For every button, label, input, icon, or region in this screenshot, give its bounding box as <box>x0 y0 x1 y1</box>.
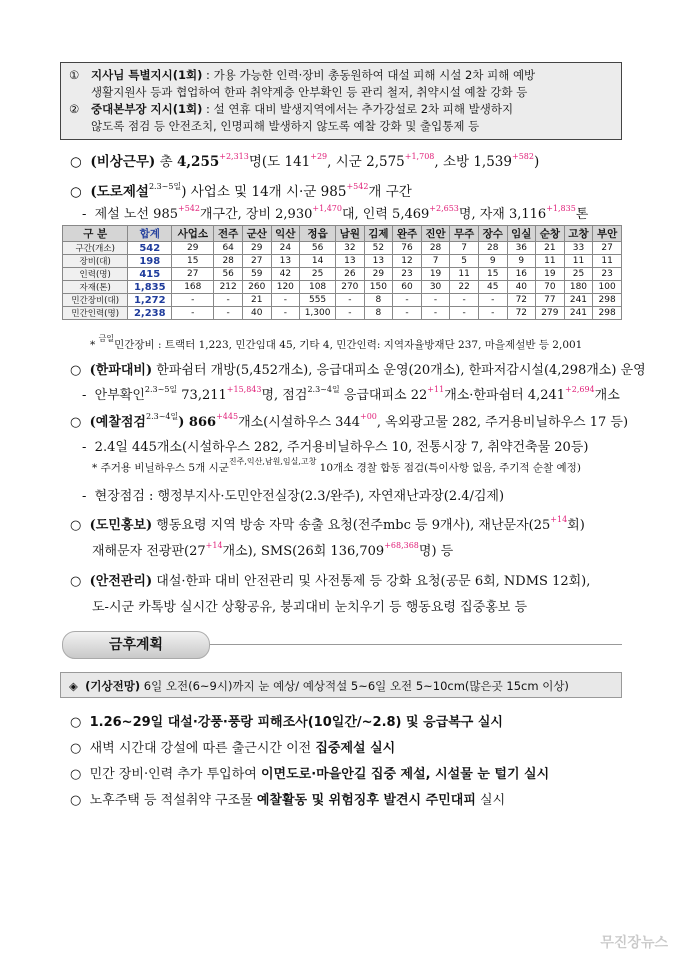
table-cell: 56 <box>300 242 336 255</box>
plan-item: ○ 새벽 시간대 강설에 따른 출근시간 이전 집중제설 실시 <box>70 741 396 756</box>
table-cell: 1,272 <box>128 294 172 307</box>
table-header-cell: 진안 <box>421 226 450 242</box>
circle-number: ② <box>69 102 80 116</box>
table-cell: 76 <box>393 242 422 255</box>
patrol-note: * 주거용 비닐하우스 5개 시군$^{진주,익산,남원,임실,고창}$ 10개소 경찰 합동 점검(특이사항 없음, 주기적 순찰 예정) <box>92 457 581 474</box>
table-cell: - <box>421 294 450 307</box>
table-cell: 241 <box>564 294 593 307</box>
table-cell: 60 <box>393 281 422 294</box>
table-cell: 70 <box>536 281 565 294</box>
table-cell: - <box>478 294 507 307</box>
table-cell: 7 <box>450 242 479 255</box>
public-notice-line: ○ (도민홍보) 행동요령 지역 방송 자막 송출 요청(전주mbc 등 9개사), 재난문자($25^{+14}$회) <box>70 515 585 533</box>
table-cell: 298 <box>593 294 622 307</box>
table-cell: 9 <box>478 255 507 268</box>
table-cell: 2,238 <box>128 307 172 320</box>
instruction-title: 중대본부장 지시(1회) <box>91 102 203 116</box>
table-cell: 16 <box>507 268 536 281</box>
table-cell: 23 <box>393 268 422 281</box>
snow-removal-detail: - 제설 노선 $985^{+542}$개구간, 장비 $2,930^{+1,470}$대, 인력 $5,469^{+2,653}$명, 자재 $3,116^{+1,835}$톤 <box>82 204 589 222</box>
table-cell: 15 <box>172 255 214 268</box>
table-cell: 72 <box>507 294 536 307</box>
table-header-cell: 군산 <box>242 226 271 242</box>
table-cell: - <box>450 294 479 307</box>
table-cell: 11 <box>536 255 565 268</box>
table-header-cell: 사업소 <box>172 226 214 242</box>
table-cell: 29 <box>242 242 271 255</box>
table-cell: 28 <box>421 242 450 255</box>
table-cell: 298 <box>593 307 622 320</box>
table-cell: 25 <box>300 268 336 281</box>
table-cell: 77 <box>536 294 565 307</box>
table-header-cell: 부안 <box>593 226 622 242</box>
table-cell: - <box>421 307 450 320</box>
table-cell: - <box>393 294 422 307</box>
table-cell: 21 <box>242 294 271 307</box>
table-row <box>63 281 622 294</box>
table-cell: 59 <box>242 268 271 281</box>
table-cell: - <box>214 294 243 307</box>
instruction-title: 지사님 특별지시(1회) <box>91 68 203 82</box>
emergency-duty-line: ○ (비상근무) 총 $4,255^{+2,313}$명(도 $141^{+29}$, 시군 $2,575^{+1,708}$, 소방 $1,539^{+582}$) <box>70 152 540 170</box>
table-cell: 270 <box>336 281 365 294</box>
table-cell: - <box>393 307 422 320</box>
section-title: 금후계획 <box>62 631 210 659</box>
table-cell: - <box>271 307 300 320</box>
table-cell: 민간인력(명) <box>63 307 128 320</box>
safety-detail: 도-시군 카톡방 실시간 상황공유, 붕괴대비 눈치우기 등 행동요령 집중홍보 등 <box>92 600 528 615</box>
safety-line: ○ (안전관리) 대설·한파 대비 안전관리 및 사전통제 등 강화 요청(공문 6회, NDMS 12회), <box>70 574 591 589</box>
table-cell: 279 <box>536 307 565 320</box>
table-cell: 415 <box>128 268 172 281</box>
table-header-cell: 김제 <box>364 226 393 242</box>
table-cell: 120 <box>271 281 300 294</box>
table-cell: 7 <box>421 255 450 268</box>
table-cell: 29 <box>172 242 214 255</box>
table-cell: 27 <box>593 242 622 255</box>
table-header-cell: 장수 <box>478 226 507 242</box>
table-cell: 5 <box>450 255 479 268</box>
table-header-cell: 완주 <box>393 226 422 242</box>
table-cell: - <box>336 294 365 307</box>
plan-item: ○ 민간 장비·인력 추가 투입하여 이면도로·마을안길 집중 제설, 시설물 눈 털기 실시 <box>70 767 550 782</box>
table-cell: 11 <box>450 268 479 281</box>
table-cell: 28 <box>478 242 507 255</box>
table-header-row <box>63 226 622 242</box>
circle-number: ① <box>69 68 80 82</box>
table-cell: 13 <box>271 255 300 268</box>
table-row <box>63 268 622 281</box>
table-header-cell: 전주 <box>214 226 243 242</box>
table-row <box>63 242 622 255</box>
table-cell: 27 <box>172 268 214 281</box>
table-cell: 40 <box>242 307 271 320</box>
table-cell: 180 <box>564 281 593 294</box>
table-cell: 22 <box>450 281 479 294</box>
table-cell: 32 <box>336 242 365 255</box>
table-cell: 555 <box>300 294 336 307</box>
snow-removal-line: ○ (도로제설$^{2.3\sim 5일}$) 사업소 및 14개 시·군 $985^{+542}$개 구간 <box>70 182 412 200</box>
table-cell: - <box>172 307 214 320</box>
table-cell: 19 <box>421 268 450 281</box>
table-cell: 56 <box>214 268 243 281</box>
cold-wave-line: ○ (한파대비) 한파쉼터 개방(5,452개소), 응급대피소 운영(20개소), 한파저감시설(4,298개소) 운영 <box>70 363 646 378</box>
table-row <box>63 255 622 268</box>
table-cell: 26 <box>336 268 365 281</box>
table-row <box>63 307 622 320</box>
table-cell: 1,300 <box>300 307 336 320</box>
table-cell: 민간장비(대) <box>63 294 128 307</box>
table-cell: 8 <box>364 294 393 307</box>
table-cell: 25 <box>564 268 593 281</box>
table-cell: 64 <box>214 242 243 255</box>
table-cell: - <box>450 307 479 320</box>
table-cell: 198 <box>128 255 172 268</box>
table-cell: - <box>214 307 243 320</box>
table-cell: 29 <box>364 268 393 281</box>
instruction-row: ① 지사님 특별지시(1회) : 가용 가능한 인력·장비 총동원하여 대설 피해 시설 2차 피해 예방 <box>69 68 536 82</box>
table-header-cell: 순창 <box>536 226 565 242</box>
watermark: 무진장뉴스 <box>600 935 668 951</box>
table-cell: 108 <box>300 281 336 294</box>
table-header-cell: 합계 <box>128 226 172 242</box>
patrol-detail: - 2.4일 445개소(시설하우스 282, 주거용비닐하우스 10, 전통시장 7, 취약건축물 20등) <box>82 440 589 455</box>
table-header-cell: 무주 <box>450 226 479 242</box>
table-cell: 30 <box>421 281 450 294</box>
table-cell: 11 <box>564 255 593 268</box>
table-cell: 45 <box>478 281 507 294</box>
table-cell: 150 <box>364 281 393 294</box>
table-cell: - <box>478 307 507 320</box>
cold-wave-detail: - 안부확인$^{2.3\sim 5일}$ $73,211^{+15,843}$명, 점검$^{2.3\sim 4일}$ 응급대피소 $22^{+11}$개소·한파쉼터 $4,241^{+2,694}$개소 <box>82 385 620 403</box>
table-cell: 11 <box>593 255 622 268</box>
site-inspection: - 현장점검 : 행정부지사·도민안전실장(2.3/완주), 자연재난과장(2.4/김제) <box>82 489 505 504</box>
table-cell: 100 <box>593 281 622 294</box>
table-cell: 542 <box>128 242 172 255</box>
diamond-icon: ◈ <box>69 679 78 693</box>
table-cell: 장비(대) <box>63 255 128 268</box>
table-cell: 241 <box>564 307 593 320</box>
table-cell: 9 <box>507 255 536 268</box>
table-cell: 15 <box>478 268 507 281</box>
table-cell: 인력(명) <box>63 268 128 281</box>
table-header-cell: 익산 <box>271 226 300 242</box>
table-cell: 13 <box>364 255 393 268</box>
table-cell: 36 <box>507 242 536 255</box>
table-cell: 28 <box>214 255 243 268</box>
table-cell: 14 <box>300 255 336 268</box>
instruction-box: ① 지사님 특별지시(1회) : 가용 가능한 인력·장비 총동원하여 대설 피해 시설 2차 피해 예방 생활지원사 등과 협업하여 한파 취약계층 안부확인 등 관리 철저, 취약시설 예찰 강화 등 ② 중대본부장 지시(1회) : 설 연휴 대비 발생지역에서는 추가강설로 2차 피해 발생하지 않도록 점검 등 안전조치, 인명피해 발생하지 않도록 예찰 강화 및 출입통제 등 <box>60 62 622 140</box>
table-cell: 40 <box>507 281 536 294</box>
table-cell: - <box>172 294 214 307</box>
plan-item: ○ 노후주택 등 적설취약 구조물 예찰활동 및 위험징후 발견시 주민대피 실시 <box>70 793 506 808</box>
table-cell: 13 <box>336 255 365 268</box>
table-cell: - <box>336 307 365 320</box>
table-cell: 27 <box>242 255 271 268</box>
instruction-row: ② 중대본부장 지시(1회) : 설 연휴 대비 발생지역에서는 추가강설로 2차 피해 발생하지 <box>69 102 514 116</box>
table-row <box>63 294 622 307</box>
table-note: * $^{금일}$민간장비 : 트랙터 1,223, 민간임대 45, 기타 4, 민간인력: 지역자율방재단 237, 마을제설반 등 2,001 <box>90 334 583 351</box>
table-header-cell: 구 분 <box>63 226 128 242</box>
table-cell: - <box>271 294 300 307</box>
table-cell: 자재(톤) <box>63 281 128 294</box>
table-cell: 12 <box>393 255 422 268</box>
table-cell: 72 <box>507 307 536 320</box>
table-cell: 8 <box>364 307 393 320</box>
table-cell: 23 <box>593 268 622 281</box>
table-cell: 168 <box>172 281 214 294</box>
table-cell: 52 <box>364 242 393 255</box>
forecast-box: ◈ (기상전망) 6일 오전(6~9시)까지 눈 예상/ 예상적설 5~6일 오전 5~10cm(많은곳 15cm 이상) <box>60 672 622 698</box>
plan-item: ○ 1.26~29일 대설·강풍·풍랑 피해조사(10일간/~2.8) 및 응급복구 실시 <box>70 715 503 730</box>
patrol-line: ○ (예찰점검$^{2.3\sim 4일}$) $866^{+445}$개소(시설하우스 $344^{+00}$, 옥외광고물 282, 주거용비닐하우스 17 등) <box>70 412 629 430</box>
table-cell: 33 <box>564 242 593 255</box>
table-cell: 구간(개소) <box>63 242 128 255</box>
table-cell: 212 <box>214 281 243 294</box>
table-header-cell: 고창 <box>564 226 593 242</box>
table-header-cell: 남원 <box>336 226 365 242</box>
table-cell: 1,835 <box>128 281 172 294</box>
table-header-cell: 정읍 <box>300 226 336 242</box>
table-header-cell: 임실 <box>507 226 536 242</box>
public-notice-detail: 재해문자 전광판($27^{+14}$개소), SMS(26회 $136,709^{+68,368}$명) 등 <box>92 541 454 559</box>
snow-removal-table <box>62 225 622 320</box>
table-cell: 24 <box>271 242 300 255</box>
table-cell: 260 <box>242 281 271 294</box>
table-cell: 19 <box>536 268 565 281</box>
table-cell: 42 <box>271 268 300 281</box>
table-cell: 21 <box>536 242 565 255</box>
